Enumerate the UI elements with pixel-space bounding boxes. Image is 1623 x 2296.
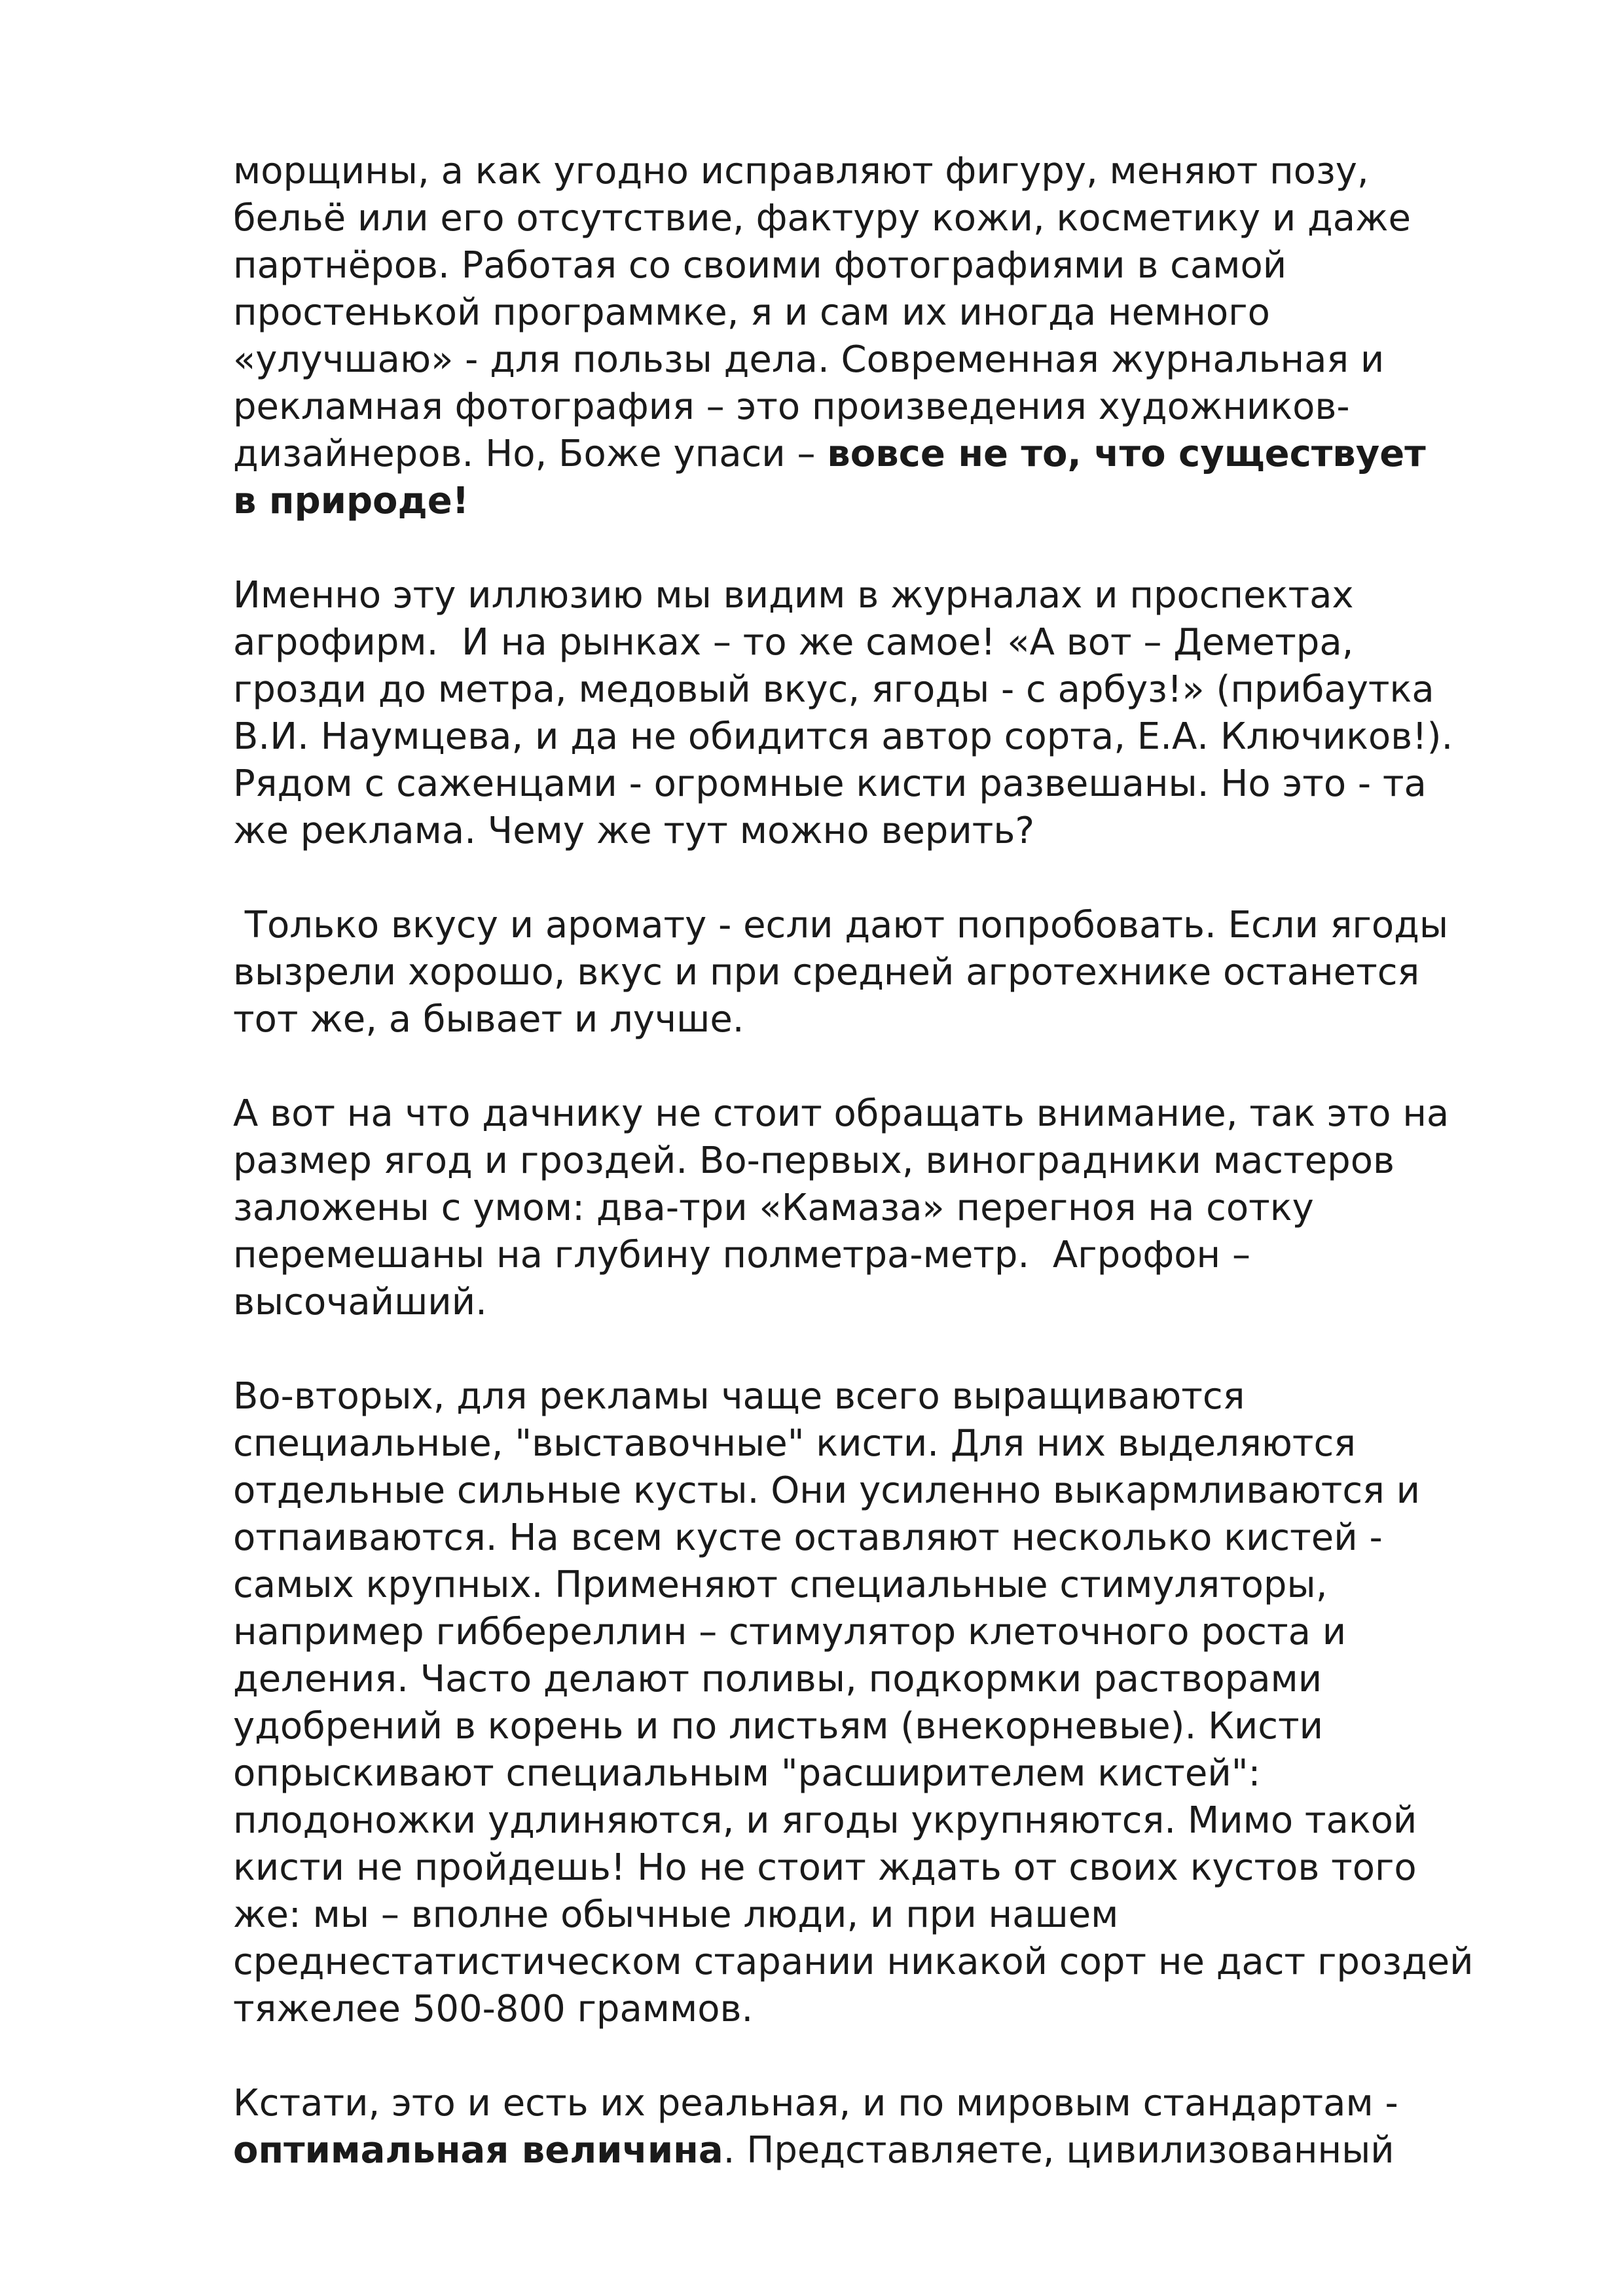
text-segment: плодоножки удлиняются, и ягоды укрупняются. Мимо такой	[233, 1799, 1417, 1842]
text-line	[233, 761, 1536, 808]
text-segment: отпаиваются. На всем кусте оставляют несколько кистей -	[233, 1516, 1383, 1559]
text-segment: В.И. Наумцева, и да не обидится автор сорта, Е.А. Ключиков!).	[233, 715, 1453, 758]
text-segment: дизайнеров. Но, Боже упаси –	[233, 433, 828, 475]
text-line	[233, 336, 1536, 384]
text-segment: опрыскивают специальным "расширителем кистей":	[233, 1752, 1261, 1795]
text-segment: простенькой программке, я и сам их иногда немного	[233, 291, 1270, 334]
text-line	[233, 1609, 1536, 1656]
text-segment: высочайший.	[233, 1281, 487, 1323]
text-line	[233, 996, 1536, 1043]
text-segment: заложены с умом: два-три «Камаза» перегноя на сотку	[233, 1187, 1314, 1229]
text-segment: удобрений в корень и по листьям (внекорневые). Кисти	[233, 1705, 1324, 1748]
text-line	[233, 572, 1536, 619]
text-line	[233, 2127, 1536, 2174]
text-line	[233, 1138, 1536, 1185]
text-line	[233, 619, 1536, 666]
text-segment: Рядом с саженцами - огромные кисти развешаны. Но это - та	[233, 762, 1427, 805]
text-segment: размер ягод и гроздей. Во-первых, виноградники мастеров	[233, 1139, 1395, 1182]
text-line	[233, 1797, 1536, 1844]
text-line	[233, 902, 1536, 949]
text-segment: отдельные сильные кусты. Они усиленно выкармливаются и	[233, 1469, 1421, 1512]
text-segment: «улучшаю» - для пользы дела. Современная журнальная и	[233, 338, 1385, 381]
text-line	[233, 1090, 1536, 1138]
text-line	[233, 431, 1536, 478]
text-segment: партнёров. Работая со своими фотографиями в самой	[233, 244, 1287, 287]
text-line	[233, 949, 1536, 996]
bold-text: оптимальная величина	[233, 2129, 723, 2172]
text-line	[233, 1986, 1536, 2033]
text-line	[233, 1844, 1536, 1892]
text-segment: тот же, а бывает и лучше.	[233, 998, 744, 1041]
text-segment: вызрели хорошо, вкус и при средней агротехнике останется	[233, 951, 1420, 994]
text-segment: деления. Часто делают поливы, подкормки растворами	[233, 1658, 1322, 1700]
text-line	[233, 242, 1536, 289]
text-line	[233, 195, 1536, 242]
text-line	[233, 1939, 1536, 1986]
text-line	[233, 1562, 1536, 1609]
text-line	[233, 1750, 1536, 1797]
paragraph	[233, 1373, 1536, 2033]
text-segment: рекламная фотография – это произведения художников-	[233, 386, 1350, 428]
text-line	[233, 289, 1536, 336]
text-line	[233, 808, 1536, 855]
text-line	[233, 1232, 1536, 1279]
text-line	[233, 1373, 1536, 1420]
text-segment: Во-вторых, для рекламы чаще всего выращиваются	[233, 1375, 1245, 1418]
paragraph	[233, 902, 1536, 1043]
text-segment: грозди до метра, медовый вкус, ягоды - с арбуз!» (прибаутка	[233, 668, 1434, 711]
text-segment: Именно эту иллюзию мы видим в журналах и проспектах	[233, 574, 1354, 617]
text-line	[233, 148, 1536, 195]
paragraph	[233, 572, 1536, 855]
text-line	[233, 1515, 1536, 1562]
document-body	[233, 148, 1536, 2221]
text-segment: среднестатистическом старании никакой сорт не даст гроздей	[233, 1941, 1474, 1983]
text-line	[233, 1656, 1536, 1703]
text-line	[233, 1279, 1536, 1326]
bold-text: в природе!	[233, 480, 469, 522]
text-segment: кисти не пройдешь! Но не стоит ждать от своих кустов того	[233, 1846, 1417, 1889]
text-segment: Кстати, это и есть их реальная, и по мировым стандартам -	[233, 2082, 1398, 2125]
text-line	[233, 1892, 1536, 1939]
text-segment: например гиббереллин – стимулятор клеточного роста и	[233, 1611, 1347, 1653]
text-line	[233, 478, 1536, 525]
text-segment: агрофирм. И на рынках – то же самое! «А вот – Деметра,	[233, 621, 1354, 664]
text-segment: перемешаны на глубину полметра-метр. Агрофон –	[233, 1234, 1250, 1276]
text-segment: . Представляете, цивилизованный	[723, 2129, 1395, 2172]
text-line	[233, 1185, 1536, 1232]
text-line	[233, 666, 1536, 713]
text-segment: Только вкусу и аромату - если дают попробовать. Если ягоды	[233, 904, 1449, 946]
text-line	[233, 384, 1536, 431]
text-line	[233, 1420, 1536, 1467]
text-segment: же реклама. Чему же тут можно верить?	[233, 810, 1035, 852]
text-segment: А вот на что дачнику не стоит обращать внимание, так это на	[233, 1092, 1450, 1135]
text-segment: самых крупных. Применяют специальные стимуляторы,	[233, 1564, 1328, 1606]
text-line	[233, 1467, 1536, 1515]
text-line	[233, 1703, 1536, 1750]
paragraph	[233, 1090, 1536, 1326]
text-segment: специальные, "выставочные" кисти. Для них выделяются	[233, 1422, 1356, 1465]
text-segment: тяжелее 500-800 граммов.	[233, 1988, 754, 2030]
text-segment: же: мы – вполне обычные люди, и при нашем	[233, 1893, 1119, 1936]
paragraph	[233, 148, 1536, 525]
text-segment: бельё или его отсутствие, фактуру кожи, косметику и даже	[233, 197, 1411, 240]
text-line	[233, 713, 1536, 761]
text-segment: морщины, а как угодно исправляют фигуру, меняют позу,	[233, 150, 1369, 192]
paragraph	[233, 2080, 1536, 2174]
bold-text: вовсе не то, что существует	[827, 433, 1426, 475]
text-line	[233, 2080, 1536, 2127]
